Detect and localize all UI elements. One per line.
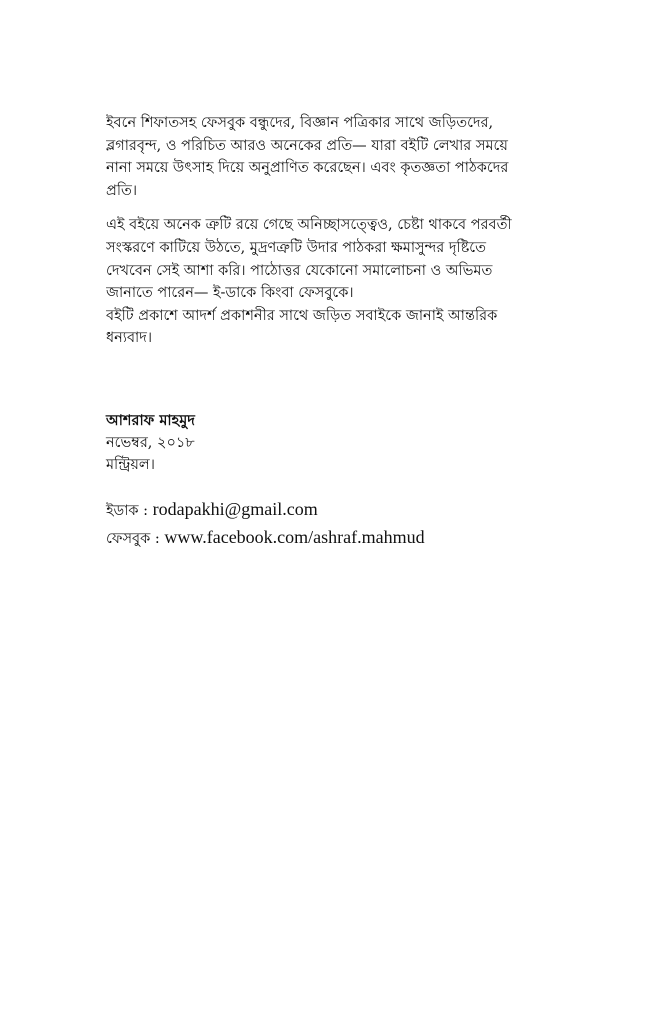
email-row	[106, 496, 558, 524]
paragraph-errata	[106, 214, 558, 304]
text-line: দেখবেন সেই আশা করি। পাঠোত্তর যেকোনো সমালোচনা ও অভিমত	[106, 262, 493, 279]
text-line: সংস্করণে কাটিয়ে উঠতে, মুদ্রণত্রুটি উদার পাঠকরা ক্ষমাসুন্দর দৃষ্টিতে	[106, 239, 486, 256]
author-name: আশরাফ মাহমুদ	[106, 413, 195, 429]
paragraph-thanks	[106, 305, 558, 350]
text-line: জানাতে পারেন— ই-ডাকে কিংবা ফেসবুকে।	[106, 285, 354, 302]
text-line: ইবনে শিফাতসহ ফেসবুক বন্ধুদের, বিজ্ঞান পত্রিকার সাথে জড়িতদের,	[106, 115, 494, 131]
email-address[interactable]: rodapakhi@gmail.com	[152, 499, 318, 519]
signature-block	[106, 410, 558, 476]
signature-place: মন্ট্রিয়ল।	[106, 457, 155, 473]
facebook-label: ফেসবুক :	[106, 531, 165, 547]
facebook-row	[106, 524, 558, 552]
signature-date: নভেম্বর, ২০১৮	[106, 435, 195, 451]
contact-block	[106, 496, 558, 552]
text-line: প্রতি।	[106, 182, 138, 199]
text-line: বইটি প্রকাশে আদর্শ প্রকাশনীর সাথে জড়িত সবাইকে জানাই আন্তরিক	[106, 307, 498, 324]
acknowledgement-text	[106, 112, 558, 350]
email-label: ইডাক :	[106, 503, 153, 519]
text-line: ব্লগারবৃন্দ, ও পরিচিত আরও অনেকের প্রতি— যারা বইটি লেখার সময়ে	[106, 137, 508, 154]
text-line: ধন্যবাদ।	[106, 330, 153, 347]
text-line: এই বইয়ে অনেক ত্রুটি রয়ে গেছে অনিচ্ছাসত্ত্বেও, চেষ্টা থাকবে পরবর্তী	[106, 217, 512, 234]
text-line: নানা সময়ে উৎসাহ দিয়ে অনুপ্রাণিত করেছেন। এবং কৃতজ্ঞতা পাঠকদের	[106, 160, 509, 177]
facebook-link[interactable]: www.facebook.com/ashraf.mahmud	[164, 527, 425, 547]
paragraph-acknowledgement	[106, 112, 558, 202]
